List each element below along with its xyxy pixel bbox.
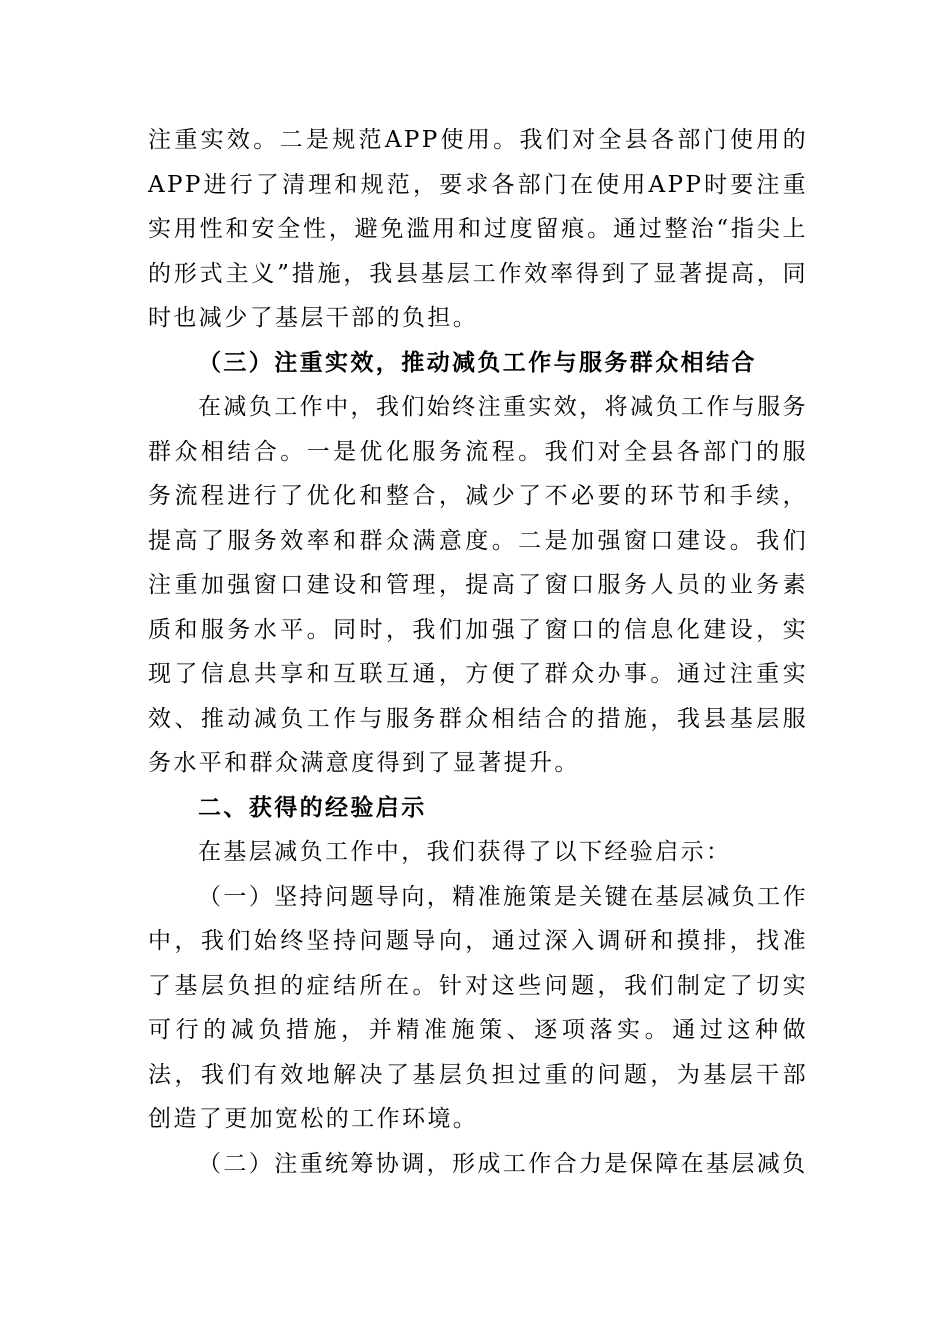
section-heading-experience: 二、获得的经验启示 <box>198 794 427 821</box>
paragraph-lesson-2: （二）注重统筹协调，形成工作合力是保障在基层减负 <box>198 1150 808 1177</box>
paragraph-continuation: 注重实效。二是规范APP使用。我们对全县各部门使用的APP进行了清理和规范，要求各部门在使用APP时要注重实用性和安全性，避免滥用和过度留痕。通过整治“指尖上的形式主义”措施，我县基层工作效率得到了显著提高，同时也减少了基层干部的负担。 <box>148 127 809 331</box>
paragraph-intro: 在基层减负工作中，我们获得了以下经验启示： <box>198 839 732 865</box>
subheading-practice-3: （三）注重实效，推动减负工作与服务群众相结合 <box>198 348 757 376</box>
document-page <box>148 118 808 1186</box>
paragraph-lesson-1: （一）坚持问题导向，精准施策是关键在基层减负工作中，我们始终坚持问题导向，通过深入调研和摸排，找准了基层负担的症结所在。针对这些问题，我们制定了切实可行的减负措施，并精准施策、逐项落实。通过这种做法，我们有效地解决了基层负担过重的问题，为基层干部创造了更加宽松的工作环境。 <box>148 883 808 1132</box>
paragraph-service: 在减负工作中，我们始终注重实效，将减负工作与服务群众相结合。一是优化服务流程。我们对全县各部门的服务流程进行了优化和整合，减少了不必要的环节和手续，提高了服务效率和群众满意度。二是加强窗口建设。我们注重加强窗口建设和管理，提高了窗口服务人员的业务素质和服务水平。同时，我们加强了窗口的信息化建设，实现了信息共享和互联互通，方便了群众办事。通过注重实效、推动减负工作与服务群众相结合的措施，我县基层服务水平和群众满意度得到了显著提升。 <box>148 394 808 776</box>
